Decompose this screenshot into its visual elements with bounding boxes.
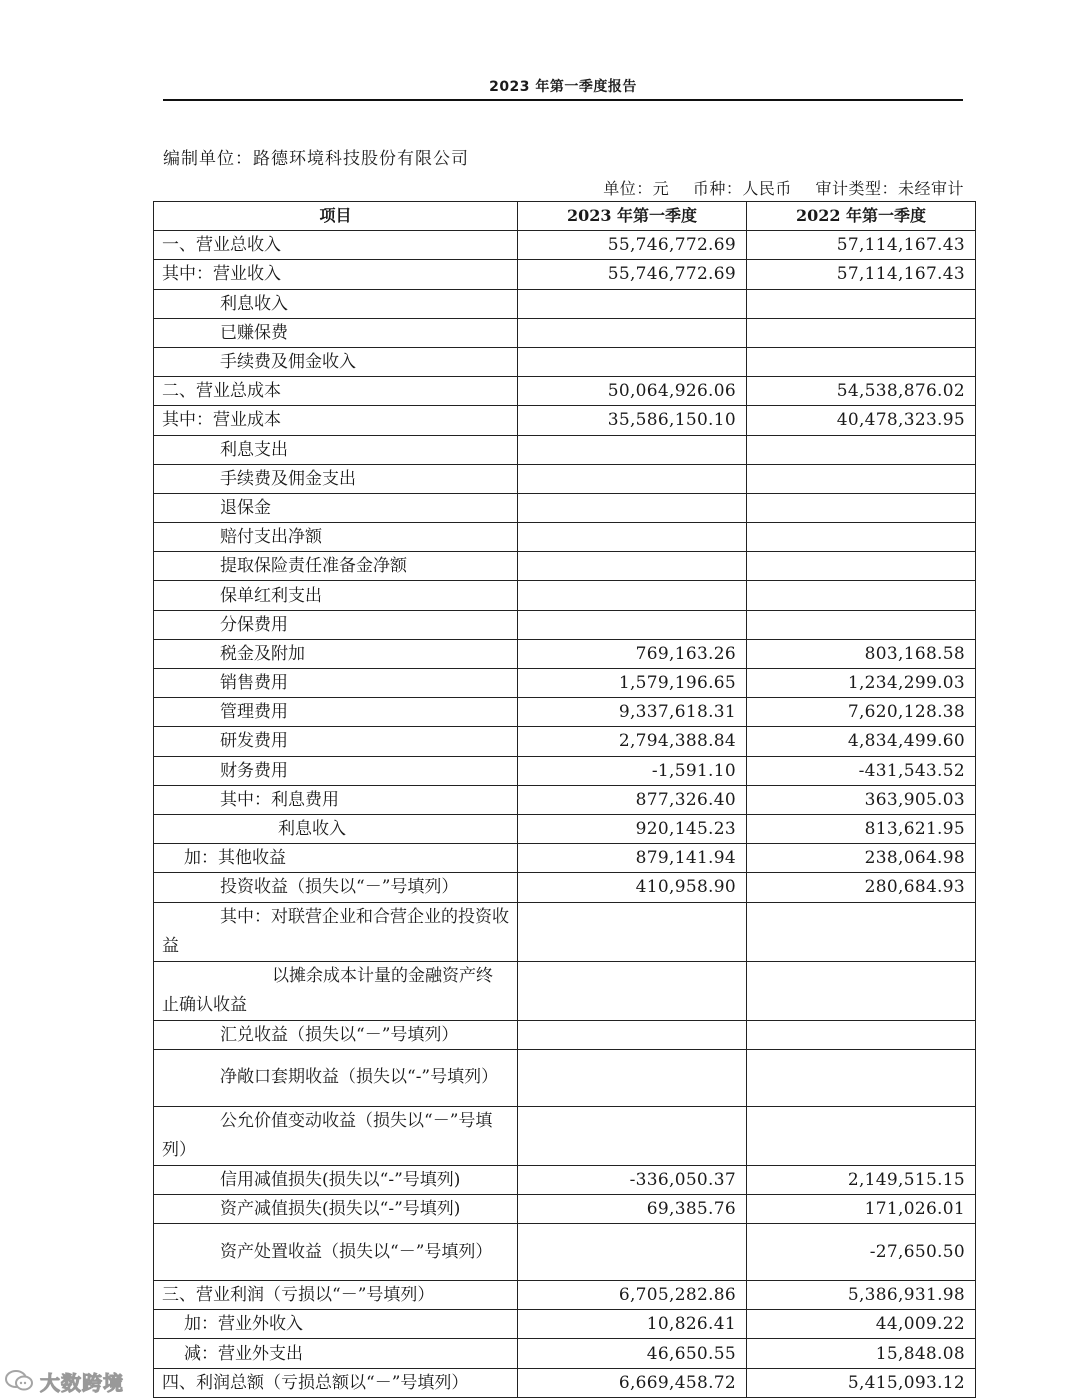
value-2023 [518, 435, 747, 464]
row-label: 资产处置收益（损失以“－”号填列） [154, 1224, 518, 1281]
value-2022: 280,684.93 [747, 873, 976, 902]
table-row [154, 727, 976, 756]
table-row [154, 347, 976, 376]
value-2022: 40,478,323.95 [747, 406, 976, 435]
value-2022: 238,064.98 [747, 844, 976, 873]
row-label: 财务费用 [154, 756, 518, 785]
table-row [154, 1020, 976, 1049]
row-label: 净敞口套期收益（损失以“-”号填列） [154, 1049, 518, 1106]
value-2022 [747, 493, 976, 522]
value-2023 [518, 493, 747, 522]
value-2023: 35,586,150.10 [518, 406, 747, 435]
value-2022 [747, 961, 976, 1020]
table-row [154, 1368, 976, 1397]
row-label: 税金及附加 [154, 639, 518, 668]
value-2022 [747, 610, 976, 639]
value-2023 [518, 581, 747, 610]
table-row [154, 1165, 976, 1194]
value-2022: 5,386,931.98 [747, 1281, 976, 1310]
row-label: 手续费及佣金支出 [154, 464, 518, 493]
value-2023 [518, 523, 747, 552]
value-2023: 769,163.26 [518, 639, 747, 668]
table-row [154, 1281, 976, 1310]
value-2023: 6,705,282.86 [518, 1281, 747, 1310]
watermark-text: 大数跨境 [40, 1370, 124, 1395]
value-2023: 877,326.40 [518, 785, 747, 814]
row-label: 利息收入 [154, 289, 518, 318]
table-row [154, 318, 976, 347]
table-row [154, 873, 976, 902]
value-2023: 46,650.55 [518, 1339, 747, 1368]
table-row [154, 756, 976, 785]
row-label: 手续费及佣金收入 [154, 347, 518, 376]
row-label: 其中：营业成本 [154, 406, 518, 435]
audit-type-label: 审计类型：未经审计 [815, 179, 964, 198]
value-2023 [518, 552, 747, 581]
value-2023: 69,385.76 [518, 1194, 747, 1223]
row-label: 分保费用 [154, 610, 518, 639]
row-label: 三、营业利润（亏损以“－”号填列） [154, 1281, 518, 1310]
value-2022 [747, 1020, 976, 1049]
row-label: 其中：对联营企业和合营企业的投资收益 [154, 902, 518, 961]
table-row [154, 639, 976, 668]
value-2023 [518, 1020, 747, 1049]
table-row [154, 260, 976, 289]
value-2023 [518, 1106, 747, 1165]
value-2023 [518, 464, 747, 493]
value-2023: 1,579,196.65 [518, 669, 747, 698]
compiler-line: 编制单位：路德环境科技股份有限公司 [163, 149, 469, 169]
value-2022 [747, 523, 976, 552]
row-label: 一、营业总收入 [154, 231, 518, 260]
value-2022 [747, 902, 976, 961]
value-2023 [518, 318, 747, 347]
page-header-title: 2023 年第一季度报告 [489, 79, 637, 95]
value-2023 [518, 1224, 747, 1281]
table-row [154, 1194, 976, 1223]
table-row [154, 231, 976, 260]
table-row [154, 1106, 976, 1165]
value-2023: 2,794,388.84 [518, 727, 747, 756]
meta-line [585, 176, 964, 199]
value-2022 [747, 552, 976, 581]
row-label: 已赚保费 [154, 318, 518, 347]
value-2023: -1,591.10 [518, 756, 747, 785]
table-row [154, 523, 976, 552]
value-2022: 7,620,128.38 [747, 698, 976, 727]
row-label: 管理费用 [154, 698, 518, 727]
table-row [154, 581, 976, 610]
table-row [154, 814, 976, 843]
row-label: 其中：营业收入 [154, 260, 518, 289]
table-header-row [154, 202, 976, 231]
value-2022: 44,009.22 [747, 1310, 976, 1339]
value-2023: -336,050.37 [518, 1165, 747, 1194]
value-2023 [518, 902, 747, 961]
row-label: 研发费用 [154, 727, 518, 756]
value-2022: 1,234,299.03 [747, 669, 976, 698]
value-2023 [518, 289, 747, 318]
table-row [154, 406, 976, 435]
row-label: 公允价值变动收益（损失以“－”号填列） [154, 1106, 518, 1165]
chat-bubble-logo-icon [4, 1369, 34, 1393]
value-2022: 171,026.01 [747, 1194, 976, 1223]
value-2022: -431,543.52 [747, 756, 976, 785]
value-2023 [518, 347, 747, 376]
value-2022: 813,621.95 [747, 814, 976, 843]
value-2023: 10,826.41 [518, 1310, 747, 1339]
row-label: 提取保险责任准备金净额 [154, 552, 518, 581]
row-label: 利息支出 [154, 435, 518, 464]
row-label: 保单红利支出 [154, 581, 518, 610]
watermark [4, 1366, 124, 1396]
row-label: 利息收入 [154, 814, 518, 843]
unit-label: 单位：元 [603, 179, 670, 198]
row-label: 加：营业外收入 [154, 1310, 518, 1339]
value-2022 [747, 318, 976, 347]
table-row [154, 610, 976, 639]
row-label: 销售费用 [154, 669, 518, 698]
value-2022 [747, 464, 976, 493]
value-2022: 57,114,167.43 [747, 231, 976, 260]
header-rule [163, 99, 963, 101]
value-2022 [747, 289, 976, 318]
row-label: 投资收益（损失以“－”号填列） [154, 873, 518, 902]
value-2022 [747, 435, 976, 464]
row-label: 四、利润总额（亏损总额以“－”号填列） [154, 1368, 518, 1397]
row-label: 退保金 [154, 493, 518, 522]
row-label: 资产减值损失(损失以“-”号填列) [154, 1194, 518, 1223]
value-2023: 50,064,926.06 [518, 377, 747, 406]
column-header-2022: 2022 年第一季度 [747, 202, 976, 231]
value-2023: 879,141.94 [518, 844, 747, 873]
table-row [154, 1224, 976, 1281]
income-statement-table [153, 201, 976, 1398]
table-row [154, 377, 976, 406]
value-2023 [518, 610, 747, 639]
row-label: 其中：利息费用 [154, 785, 518, 814]
table-row [154, 289, 976, 318]
value-2022 [747, 347, 976, 376]
value-2022: 363,905.03 [747, 785, 976, 814]
value-2022: 2,149,515.15 [747, 1165, 976, 1194]
value-2022: 54,538,876.02 [747, 377, 976, 406]
table-row [154, 464, 976, 493]
row-label: 以摊余成本计量的金融资产终止确认收益 [154, 961, 518, 1020]
table-row [154, 493, 976, 522]
column-header-item: 项目 [154, 202, 518, 231]
row-label: 二、营业总成本 [154, 377, 518, 406]
row-label: 汇兑收益（损失以“－”号填列） [154, 1020, 518, 1049]
value-2022 [747, 581, 976, 610]
value-2023: 410,958.90 [518, 873, 747, 902]
table-row [154, 961, 976, 1020]
value-2023: 6,669,458.72 [518, 1368, 747, 1397]
value-2023: 9,337,618.31 [518, 698, 747, 727]
row-label: 赔付支出净额 [154, 523, 518, 552]
value-2022: -27,650.50 [747, 1224, 976, 1281]
value-2022 [747, 1106, 976, 1165]
value-2023 [518, 961, 747, 1020]
value-2022: 4,834,499.60 [747, 727, 976, 756]
table-row [154, 1049, 976, 1106]
currency-label: 币种：人民币 [692, 179, 792, 198]
value-2023: 920,145.23 [518, 814, 747, 843]
table-row [154, 844, 976, 873]
table-row [154, 552, 976, 581]
value-2023: 55,746,772.69 [518, 231, 747, 260]
row-label: 加：其他收益 [154, 844, 518, 873]
value-2023: 55,746,772.69 [518, 260, 747, 289]
table-row [154, 785, 976, 814]
column-header-2023: 2023 年第一季度 [518, 202, 747, 231]
value-2022: 5,415,093.12 [747, 1368, 976, 1397]
table-row [154, 902, 976, 961]
value-2022: 15,848.08 [747, 1339, 976, 1368]
value-2022 [747, 1049, 976, 1106]
row-label: 减：营业外支出 [154, 1339, 518, 1368]
row-label: 信用减值损失(损失以“-”号填列) [154, 1165, 518, 1194]
table-row [154, 1310, 976, 1339]
table-row [154, 698, 976, 727]
table-row [154, 1339, 976, 1368]
table-row [154, 669, 976, 698]
value-2022: 803,168.58 [747, 639, 976, 668]
value-2023 [518, 1049, 747, 1106]
table-row [154, 435, 976, 464]
value-2022: 57,114,167.43 [747, 260, 976, 289]
